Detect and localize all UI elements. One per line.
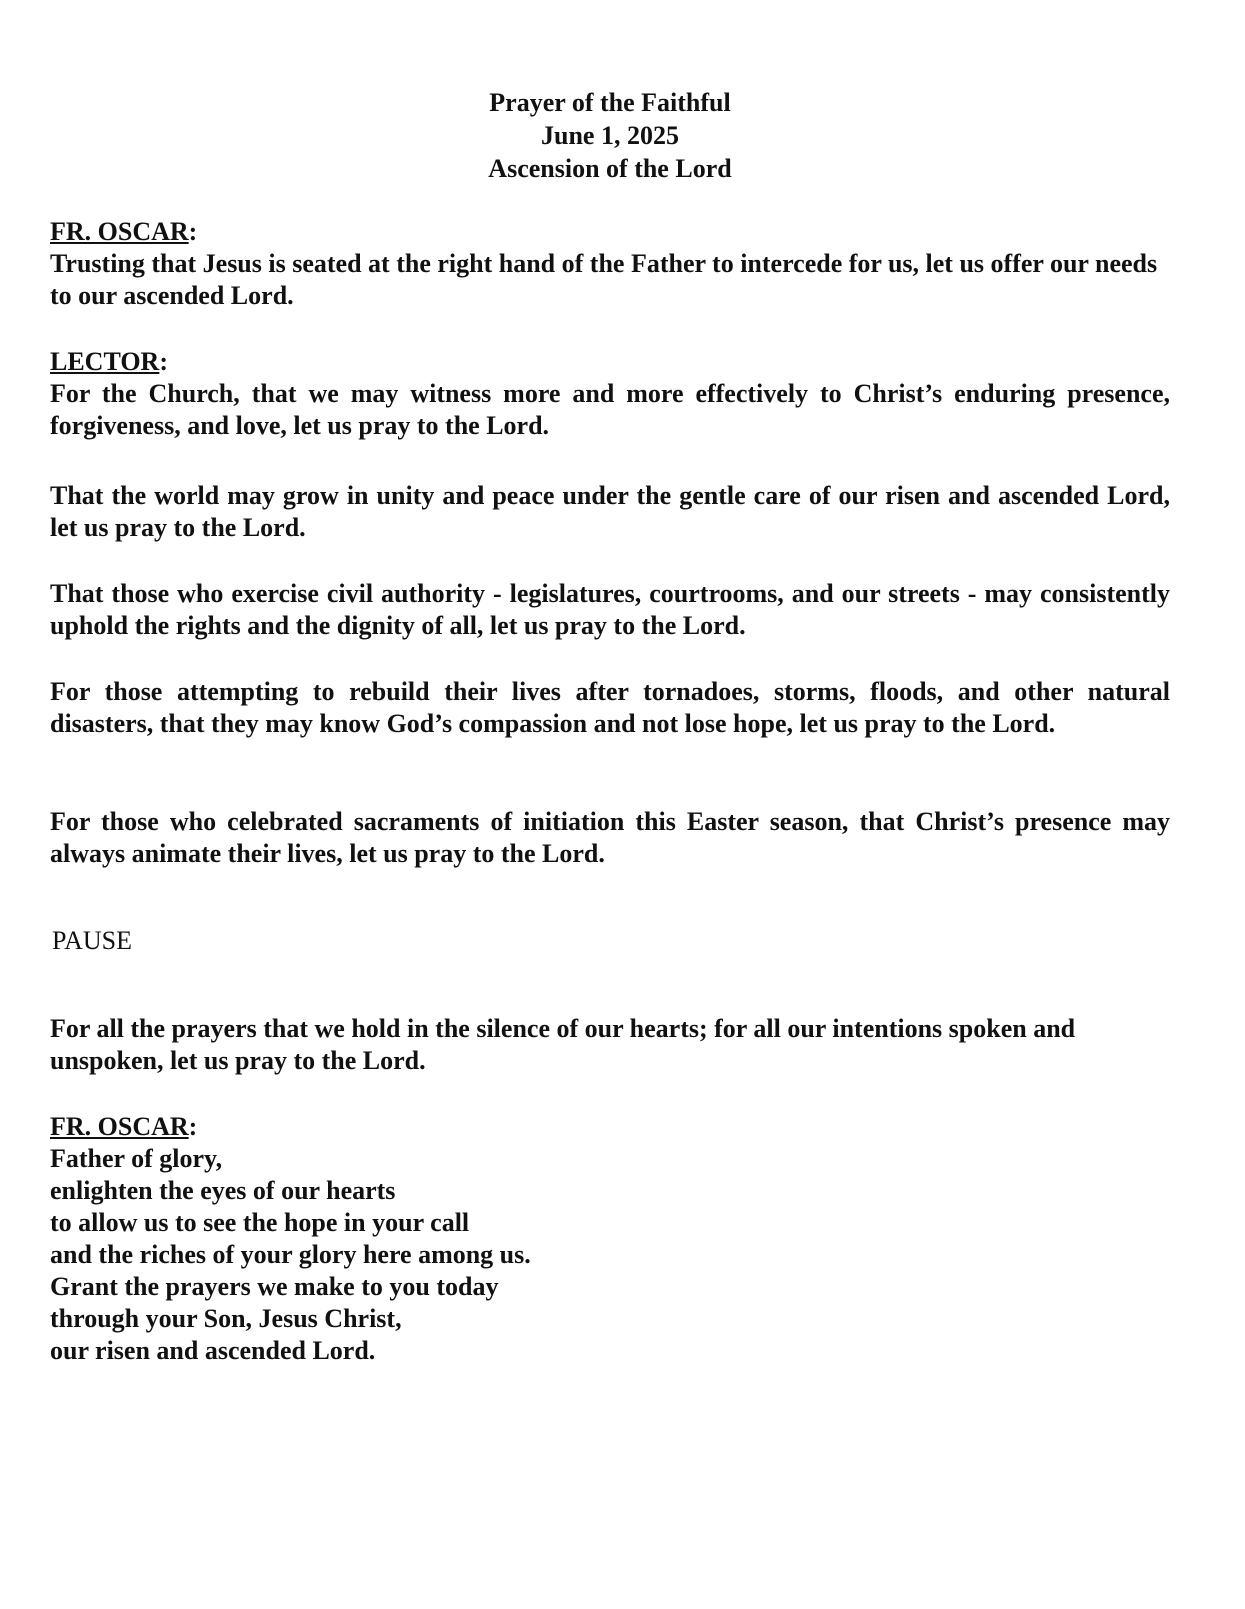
petition-1: For the Church, that we may witness more and more effectively to Christ’s enduring presence, forgiveness, and love, let us pray to the Lord.: [50, 379, 1170, 440]
intro-speaker-name: FR. OSCAR: [50, 217, 189, 246]
closing-section: [50, 1111, 1170, 1367]
lector-speaker-name: LECTOR: [50, 347, 160, 376]
document-title: Prayer of the Faithful: [489, 88, 731, 117]
closing-line: Father of glory,: [50, 1144, 223, 1173]
closing-speaker-name: FR. OSCAR: [50, 1112, 189, 1141]
closing-line: and the riches of your glory here among us.: [50, 1240, 531, 1269]
closing-line: through your Son, Jesus Christ,: [50, 1304, 402, 1333]
petition-3: That those who exercise civil authority - legislatures, courtrooms, and our streets - may consistently uphold the rights and the dignity of all, let us pray to the Lord.: [50, 579, 1170, 640]
closing-line: to allow us to see the hope in your call: [50, 1208, 470, 1237]
closing-line: enlighten the eyes of our hearts: [50, 1176, 396, 1205]
document-feast: Ascension of the Lord: [488, 154, 732, 183]
intro-speaker-label: FR. OSCAR:: [50, 217, 198, 246]
petition-4: For those attempting to rebuild their lives after tornadoes, storms, floods, and other natural disasters, that they may know God’s compassion and not lose hope, let us pray to the Lord.: [50, 677, 1170, 738]
petition-3-block: [50, 578, 1170, 642]
lector-speaker-label: LECTOR:: [50, 347, 169, 376]
silent-prayer-block: [50, 1013, 1170, 1077]
closing-line: our risen and ascended Lord.: [50, 1336, 376, 1365]
document-date: June 1, 2025: [541, 121, 679, 150]
lector-section: [50, 346, 1170, 442]
document-header: [0, 86, 1220, 185]
closing-line: Grant the prayers we make to you today: [50, 1272, 499, 1301]
pause-label: PAUSE: [52, 926, 132, 955]
silent-prayer: For all the prayers that we hold in the silence of our hearts; for all our intentions spoken and unspoken, let us pray to the Lord.: [50, 1014, 1076, 1075]
petition-4-block: [50, 676, 1170, 740]
petition-2-block: [50, 480, 1170, 544]
petition-2: That the world may grow in unity and peace under the gentle care of our risen and ascended Lord, let us pray to the Lord.: [50, 481, 1170, 542]
intro-section: [50, 216, 1170, 312]
intro-text: Trusting that Jesus is seated at the right hand of the Father to intercede for us, let us offer our needs to our ascended Lord.: [50, 249, 1158, 310]
petition-5: For those who celebrated sacraments of initiation this Easter season, that Christ’s presence may always animate their lives, let us pray to the Lord.: [50, 807, 1170, 868]
closing-speaker-label: FR. OSCAR:: [50, 1112, 198, 1141]
petition-5-block: [50, 806, 1170, 870]
